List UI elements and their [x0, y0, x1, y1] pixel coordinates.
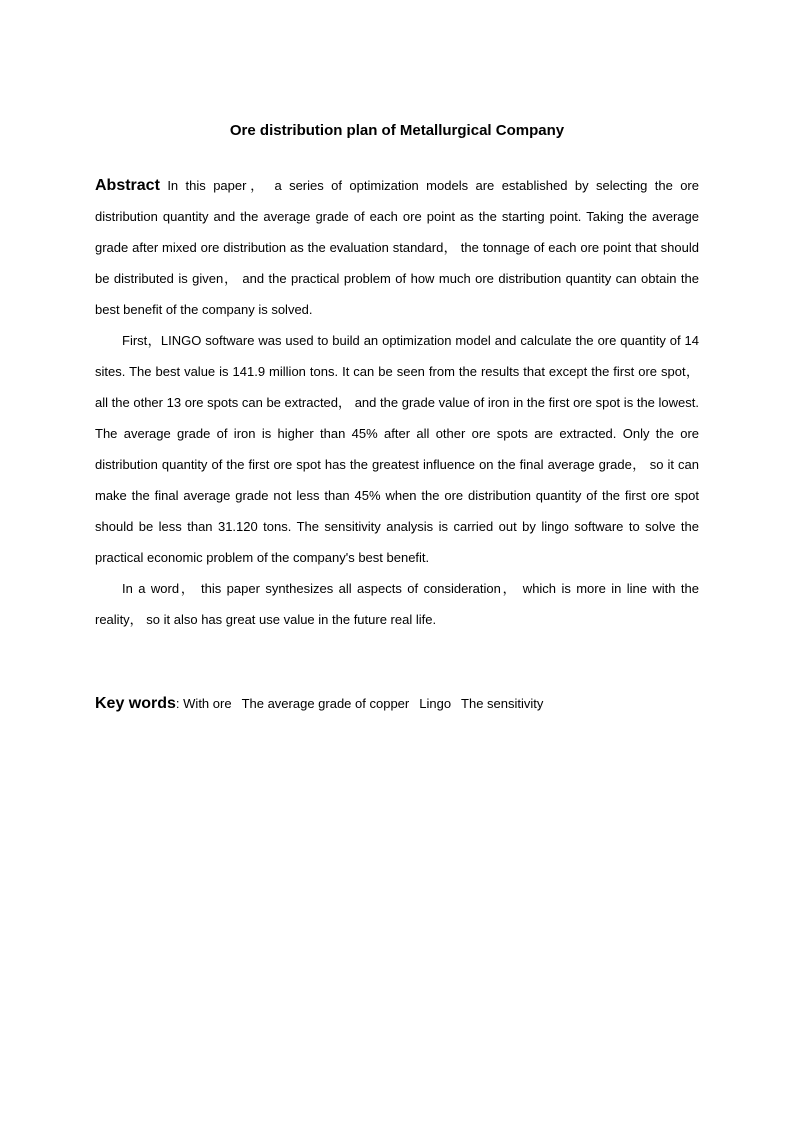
keyword-item: With ore [183, 696, 232, 711]
abstract-label: Abstract [95, 177, 160, 194]
abstract-section [95, 170, 699, 635]
paper-title: Ore distribution plan of Metallurgical Company [229, 122, 565, 139]
keywords-separator: : [175, 696, 184, 711]
keyword-item: The sensitivity [461, 696, 544, 711]
keywords-section [95, 691, 699, 717]
keywords-label: Key words [95, 695, 176, 712]
keyword-item: The average grade of copper [241, 696, 410, 711]
abstract-paragraph-3: In a word， this paper synthesizes all aspects of consideration， which is more in line with the reality， so it also has great use value in the future real life. [95, 581, 699, 627]
abstract-paragraph-2: First，LINGO software was used to build an optimization model and calculate the ore quantity of 14 sites. The best value is 141.9 million tons. It can be seen from the results that except the first ore spot， all the other 13 ore spots can be extracted， and the grade value of iron in the first ore spot is the lowest. The average grade of iron is higher than 45% after all other ore spots are extracted. Only the ore distribution quantity of the first ore spot has the greatest influence on the final average grade， so it can make the final average grade not less than 45% when the ore distribution quantity of the first ore spot should be less than 31.120 tons. The sensitivity analysis is carried out by lingo software to solve the practical economic problem of the company's best benefit. [95, 333, 699, 565]
keyword-item: Lingo [419, 696, 452, 711]
abstract-paragraph-1 [95, 170, 699, 325]
abstract-text-1: In this paper， a series of optimization models are established by selecting the ore distribution quantity and the average grade of each ore point as the starting point. Taking the average grade after mixed ore distribution as the evaluation standard， the tonnage of each ore point that should be distributed is given， and the practical problem of how much ore distribution quantity can obtain the best benefit of the company is solved. [95, 178, 699, 317]
